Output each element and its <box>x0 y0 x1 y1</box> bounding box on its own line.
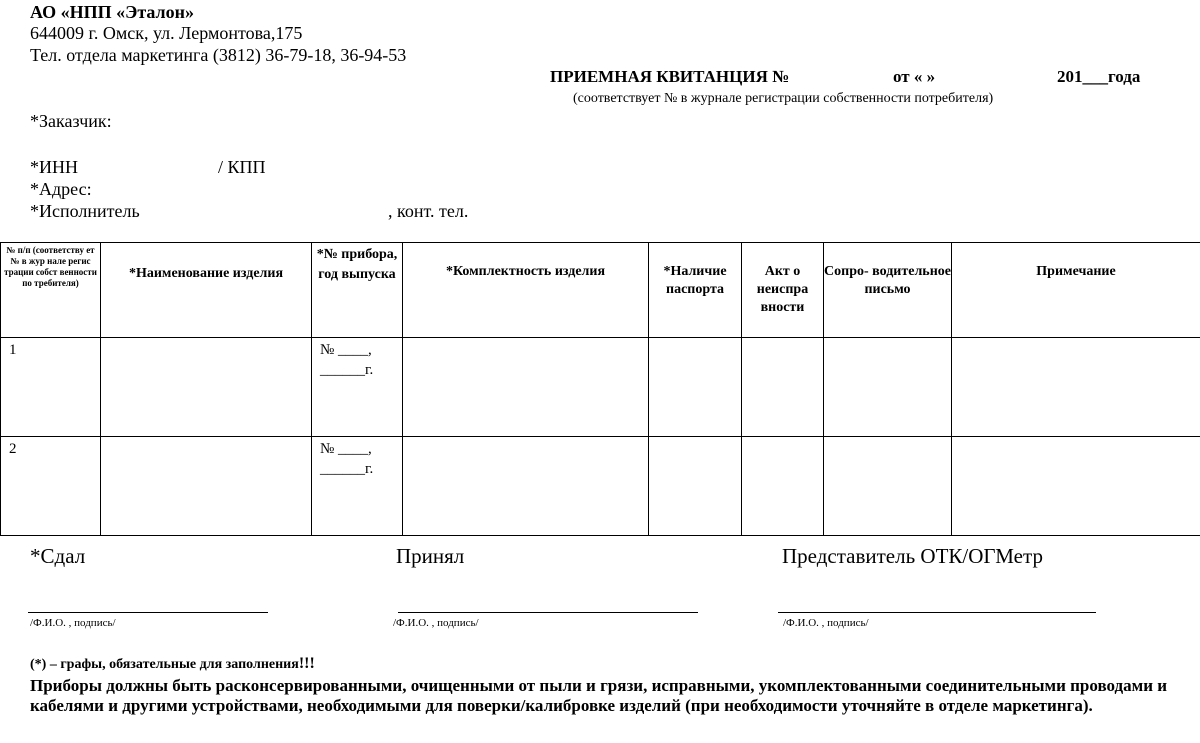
device-year: ______г. <box>320 362 374 378</box>
col-header-name: *Наименование изделия <box>101 243 312 338</box>
receipt-year: 201___года <box>1057 67 1141 86</box>
inn-field: *ИНН <box>30 157 78 177</box>
col-header-note: Примечание <box>952 243 1200 338</box>
col-header-passport: *Наличие паспорта <box>649 243 742 338</box>
otk-signature-line[interactable] <box>778 612 1096 613</box>
receipt-date: от « » <box>893 67 936 86</box>
table-row <box>1 338 1200 437</box>
handed-label: *Сдал <box>30 544 86 568</box>
required-note <box>30 655 315 673</box>
receipt-title: ПРИЕМНАЯ КВИТАНЦИЯ № <box>550 67 790 86</box>
org-phone: Тел. отдела маркетинга (3812) 36-79-18, 36-94-53 <box>30 45 407 65</box>
col-header-num: № п/п (соответству ет № в жур нале регис трации собст венности по требителя) <box>1 243 101 338</box>
cell-defect-act[interactable] <box>742 437 824 536</box>
kpp-field: / КПП <box>218 157 266 177</box>
cell-name[interactable] <box>101 338 312 437</box>
cell-passport[interactable] <box>649 437 742 536</box>
items-table <box>0 242 1200 536</box>
handed-signature-caption: /Ф.И.О. , подпись/ <box>30 617 116 629</box>
org-name: АО «НПП «Эталон» <box>30 2 195 22</box>
col-header-cover-letter: Сопро- водительное письмо <box>824 243 952 338</box>
cell-note[interactable] <box>952 338 1200 437</box>
table-row <box>1 437 1200 536</box>
device-year: ______г. <box>320 461 374 477</box>
customer-field: *Заказчик: <box>30 111 112 131</box>
col-header-device: *№ прибора, год выпуска <box>312 243 403 338</box>
col-header-defect-act: Акт о неиспра вности <box>742 243 824 338</box>
instructions-paragraph: Приборы должны быть расконсервированными, очищенными от пыли и грязи, исправными, укомплектованными соединительными проводами и кабелями и другими устройствами, необходимыми для поверки/калибровке изделий (при необходимости уточняйте в отделе маркетинга). <box>30 676 1168 715</box>
contact-phone-field: , конт. тел. <box>388 201 469 221</box>
otk-label: Представитель ОТК/ОГМетр <box>782 544 1043 568</box>
cell-device[interactable] <box>312 437 403 536</box>
receipt-subtitle: (соответствует № в журнале регистрации собственности потребителя) <box>573 91 994 106</box>
cell-name[interactable] <box>101 437 312 536</box>
received-signature-caption: /Ф.И.О. , подпись/ <box>393 617 479 629</box>
executor-field: *Исполнитель <box>30 201 140 221</box>
cell-device[interactable] <box>312 338 403 437</box>
received-label: Принял <box>396 544 465 568</box>
device-number: № ____, <box>320 342 372 358</box>
device-number: № ____, <box>320 441 372 457</box>
required-note-text: (*) – графы, обязательные для заполнения <box>30 657 299 672</box>
received-signature-line[interactable] <box>398 612 698 613</box>
cell-completeness[interactable] <box>403 338 649 437</box>
required-note-exclaim: !!! <box>298 655 315 672</box>
row-num: 2 <box>1 437 101 536</box>
cell-cover-letter[interactable] <box>824 437 952 536</box>
otk-signature-caption: /Ф.И.О. , подпись/ <box>783 617 869 629</box>
table-header-row <box>1 243 1200 338</box>
cell-completeness[interactable] <box>403 437 649 536</box>
cell-note[interactable] <box>952 437 1200 536</box>
address-field: *Адрес: <box>30 179 92 199</box>
col-header-completeness: *Комплектность изделия <box>403 243 649 338</box>
cell-passport[interactable] <box>649 338 742 437</box>
cell-cover-letter[interactable] <box>824 338 952 437</box>
handed-signature-line[interactable] <box>28 612 268 613</box>
org-address: 644009 г. Омск, ул. Лермонтова,175 <box>30 23 303 43</box>
row-num: 1 <box>1 338 101 437</box>
cell-defect-act[interactable] <box>742 338 824 437</box>
